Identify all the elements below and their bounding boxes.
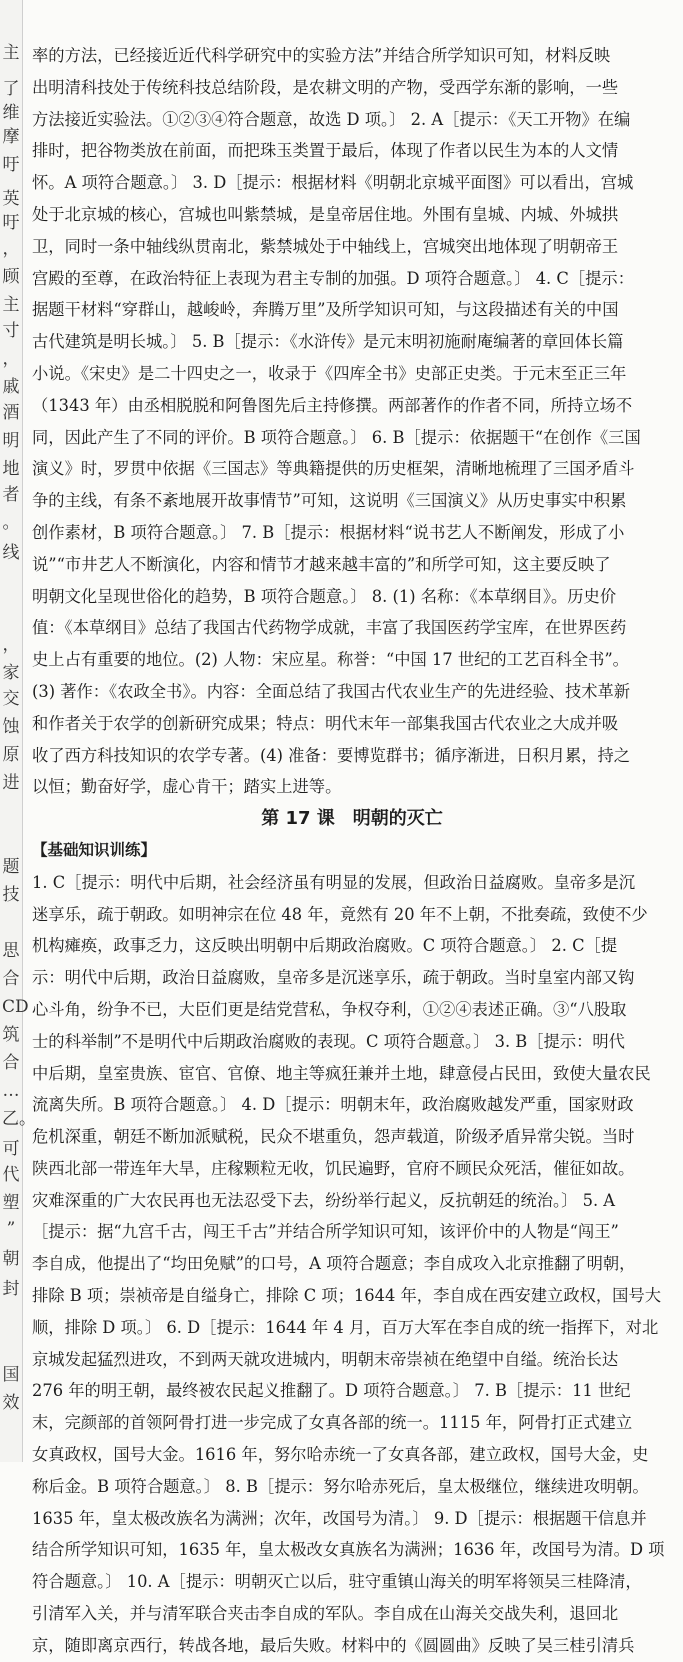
answer-text-line: 灾难深重的广大农民再也无法忍受下去，纷纷举行起义，反抗朝廷的统治。〕 5. A	[32, 1190, 616, 1210]
answer-text-line: 宫殿的至尊，在政治特征上表现为君主专制的加强。D 项符合题意。〕 4. C［提示：	[32, 268, 634, 288]
gutter-char: 合	[2, 969, 20, 989]
gutter-char: 原	[2, 745, 20, 765]
answer-text-line: 士的科举制”不是明代中后期政治腐败的表现。C 项符合题意。〕 3. B［提示：明代	[32, 1031, 625, 1051]
answer-text-line: 京城发起猛烈进攻，不到两天就攻进城内，明朝末帝崇祯在绝望中自缢。统治长达	[32, 1349, 619, 1369]
answer-text-line: 陕西北部一带连年大旱，庄稼颗粒无收，饥民遍野，官府不顾民众死活，催征如故。	[32, 1158, 635, 1178]
gutter-char: ，	[2, 239, 20, 259]
answer-text-line: 1635 年，皇太极改族名为满洲；次年，改国号为清。〕 9. D［提示：根据题干信息并	[32, 1508, 647, 1528]
gutter-char: 蚀	[2, 717, 20, 737]
answer-text-line: 机构瘫痪，政事乏力，这反映出明朝中后期政治腐败。C 项符合题意。〕 2. C［提	[32, 936, 618, 956]
answer-page	[32, 40, 672, 1662]
answer-text-line: 心斗角，纷争不已，大臣们更是结党营私，争权夺利，①②④表述正确。③“八股取	[32, 999, 627, 1019]
answer-text-line: 和作者关于农学的创新研究成果；特点：明代末年一部集我国古代农业之大成并吸	[32, 713, 619, 733]
answer-text-line: 引清军入关，并与清军联合夹击李自成的军队。李自成在山海关交战失利，退回北	[32, 1604, 619, 1624]
answer-text-line: 收了西方科技知识的农学专著。(4) 准备：要博览群书；循序渐进，日积月累，持之	[32, 745, 631, 765]
answer-text-line: 方法接近实验法。①②③④符合题意，故选 D 项。〕 2. A［提示：《天工开物》在编	[32, 109, 631, 129]
answer-text-block-bottom	[32, 867, 672, 1662]
answer-text-line: 末，完颜部的首领阿骨打进一步完成了女真各部的统一。1115 年，阿骨打正式建立	[32, 1413, 633, 1433]
lesson-title: 第 17 课 明朝的灭亡	[261, 808, 443, 830]
section-title: 【基础知识训练】	[32, 840, 157, 859]
gutter-char: ，	[2, 635, 20, 655]
gutter-char: ”	[6, 1219, 16, 1239]
answer-text-line: 符合题意。〕 10. A［提示：明朝灭亡以后，驻守重镇山海关的明军将领吴三桂降清，	[32, 1572, 642, 1592]
gutter-char: 明	[2, 431, 20, 451]
answer-text-line: 女真政权，国号大金。1616 年，努尔哈赤统一了女真各部，建立政权，国号大金，史	[32, 1445, 649, 1465]
answer-text-line: 怀。A 项符合题意。〕 3. D［提示：根据材料《明朝北京城平面图》可以看出，宫城	[32, 173, 634, 193]
answer-text-line: 结合所学知识可知，1635 年，皇太极改女真族名为满洲；1636 年，改国号为清。D 项	[32, 1540, 665, 1560]
gutter-char: CD	[2, 997, 29, 1017]
answer-text-line: 276 年的明王朝，最终被农民起义推翻了。D 项符合题意。〕 7. B［提示：11 世纪	[32, 1381, 631, 1401]
gutter-char: 交	[2, 689, 20, 709]
left-margin-gutter	[0, 0, 36, 1462]
answer-text-line: 小说。《宋史》是二十四史之一，收录于《四库全书》史部正史类。于元末至正三年	[32, 363, 627, 383]
gutter-char: 题	[2, 857, 20, 877]
gutter-char: ，	[2, 349, 20, 369]
answer-text-block-top	[32, 40, 672, 803]
gutter-char: 地	[2, 459, 20, 479]
gutter-char: 乙。	[2, 1109, 36, 1129]
gutter-char: 寸	[2, 321, 20, 341]
answer-text-line: 流离失所。B 项符合题意。〕 4. D［提示：明朝末年，政治腐败越发严重，国家财政	[32, 1095, 634, 1115]
answer-text-line: 1. C［提示：明代中后期，社会经济虽有明显的发展，但政治日益腐败。皇帝多是沉	[32, 872, 636, 892]
gutter-char: 线	[2, 543, 20, 563]
gutter-char: 吁	[2, 155, 20, 175]
gutter-char: 封	[2, 1279, 20, 1299]
gutter-char: 筑	[2, 1025, 20, 1045]
gutter-char: 国	[2, 1365, 20, 1385]
gutter-char: 摩	[2, 127, 20, 147]
gutter-char: 英	[2, 189, 20, 209]
answer-text-line: 中后期，皇室贵族、宦官、官僚、地主等疯狂兼并土地，肆意侵占民田，致使大量农民	[32, 1063, 651, 1083]
answer-text-line: 创作素材，B 项符合题意。〕 7. B［提示：根据材料“说书艺人不断阐发，形成了小	[32, 522, 625, 542]
answer-text-line: 李自成，他提出了“均田免赋”的口号，A 项符合题意；李自成攻入北京推翻了明朝，	[32, 1254, 636, 1274]
answer-text-line: 称后金。B 项符合题意。〕 8. B［提示：努尔哈赤死后，皇太极继位，继续进攻明朝。	[32, 1476, 649, 1496]
gutter-char: 。	[2, 513, 20, 533]
answer-text-line: 顺，排除 D 项。〕 6. D［提示：1644 年 4 月，百万大军在李自成的统一指挥下，对北	[32, 1317, 659, 1337]
answer-text-line: 卫，同时一条中轴线纵贯南北，紫禁城处于中轴线上，宫城突出地体现了明朝帝王	[32, 236, 619, 256]
answer-text-line: ［提示：据“九宫千古，闯王千古”并结合所学知识可知，该评价中的人物是“闯王”	[32, 1222, 619, 1242]
answer-text-line: 以恒；勤奋好学，虚心肯干；踏实上进等。	[32, 777, 342, 797]
gutter-char: 可	[2, 1139, 20, 1159]
gutter-char: …	[2, 1081, 20, 1101]
answer-text-line: 示：明代中后期，政治日益腐败，皇帝多是沉迷享乐，疏于朝政。当时皇室内部又钩	[32, 968, 635, 988]
gutter-char: 家	[2, 663, 20, 683]
gutter-char: 吁	[2, 213, 20, 233]
answer-text-line: 演义》时，罗贯中依据《三国志》等典籍提供的历史框架，清晰地梳理了三国矛盾斗	[32, 459, 635, 479]
answer-text-line: （1343 年）由丞相脱脱和阿鲁图先后主持修撰。两部著作的作者不同，所持立场不	[32, 395, 633, 415]
gutter-char: 了	[2, 79, 20, 99]
answer-text-line: 处于北京城的核心，宫城也叫紫禁城，是皇帝居住地。外围有皇城、内城、外城拱	[32, 204, 619, 224]
gutter-char: 代	[2, 1165, 20, 1185]
answer-text-line: 明朝文化呈现世俗化的趋势，B 项符合题意。〕 8. (1) 名称：《本草纲目》。历史价	[32, 586, 617, 606]
answer-text-line: 排除 B 项；崇祯帝是自缢身亡，排除 C 项；1644 年，李自成在西安建立政权，国号大	[32, 1286, 662, 1306]
gutter-char: 主	[2, 43, 20, 63]
gutter-char: 酒	[2, 403, 20, 423]
gutter-char: 技	[2, 885, 20, 905]
gutter-char: 主	[2, 295, 20, 315]
answer-text-line: 出明清科技处于传统科技总结阶段，是农耕文明的产物，受西学东渐的影响，一些	[32, 77, 619, 97]
answer-text-line: 值：《本草纲目》总结了我国古代药物学成就，丰富了我国医药学宝库，在世界医药	[32, 618, 627, 638]
answer-text-line: 迷享乐，疏于朝政。如明神宗在位 48 年，竟然有 20 年不上朝，不批奏疏，致使不少	[32, 904, 648, 924]
gutter-char: 朝	[2, 1249, 20, 1269]
answer-text-line: 排时，把谷物类放在前面，而把珠玉类置于最后，体现了作者以民生为本的人文情	[32, 141, 619, 161]
gutter-char: 合	[2, 1053, 20, 1073]
answer-text-line: 说”“市井艺人不断演化，内容和情节才越来越丰富的”和所学可知，这主要反映了	[32, 554, 611, 574]
answer-text-line: 据题干材料“穿群山，越峻岭，奔腾万里”及所学知识可知，与这段描述有关的中国	[32, 300, 619, 320]
answer-text-line: 古代建筑是明长城。〕 5. B［提示：《水浒传》是元末明初施耐庵编著的章回体长篇	[32, 332, 624, 352]
gutter-char: 顾	[2, 267, 20, 287]
answer-text-line: 争的主线，有条不紊地展开故事情节”可知，这说明《三国演义》从历史事实中积累	[32, 491, 627, 511]
answer-text-line: 京，随即离京西行，转战各地，最后失败。材料中的《圆圆曲》反映了吴三桂引清兵	[32, 1635, 635, 1655]
answer-text-line: 同，因此产生了不同的评价。B 项符合题意。〕 6. B［提示：依据题干“在创作《三国	[32, 427, 641, 447]
gutter-char: 者	[2, 485, 20, 505]
gutter-char: 进	[2, 773, 20, 793]
answer-text-line: 史上占有重要的地位。(2) 人物：宋应星。称誉：“中国 17 世纪的工艺百科全书”。	[32, 650, 629, 670]
answer-text-line: 率的方法，已经接近近代科学研究中的实验方法”并结合所学知识可知，材料反映	[32, 46, 611, 65]
gutter-char: 塑	[2, 1193, 20, 1213]
gutter-char: 效	[2, 1393, 20, 1413]
answer-text-line: (3) 著作：《农政全书》。内容：全面总结了我国古代农业生产的先进经验、技术革新	[32, 681, 631, 701]
gutter-char: 戚	[2, 377, 20, 397]
answer-text-line: 危机深重，朝廷不断加派赋税，民众不堪重负，怨声载道，阶级矛盾异常尖锐。当时	[32, 1127, 635, 1147]
gutter-char: 思	[2, 941, 20, 961]
gutter-char: 维	[2, 103, 20, 123]
